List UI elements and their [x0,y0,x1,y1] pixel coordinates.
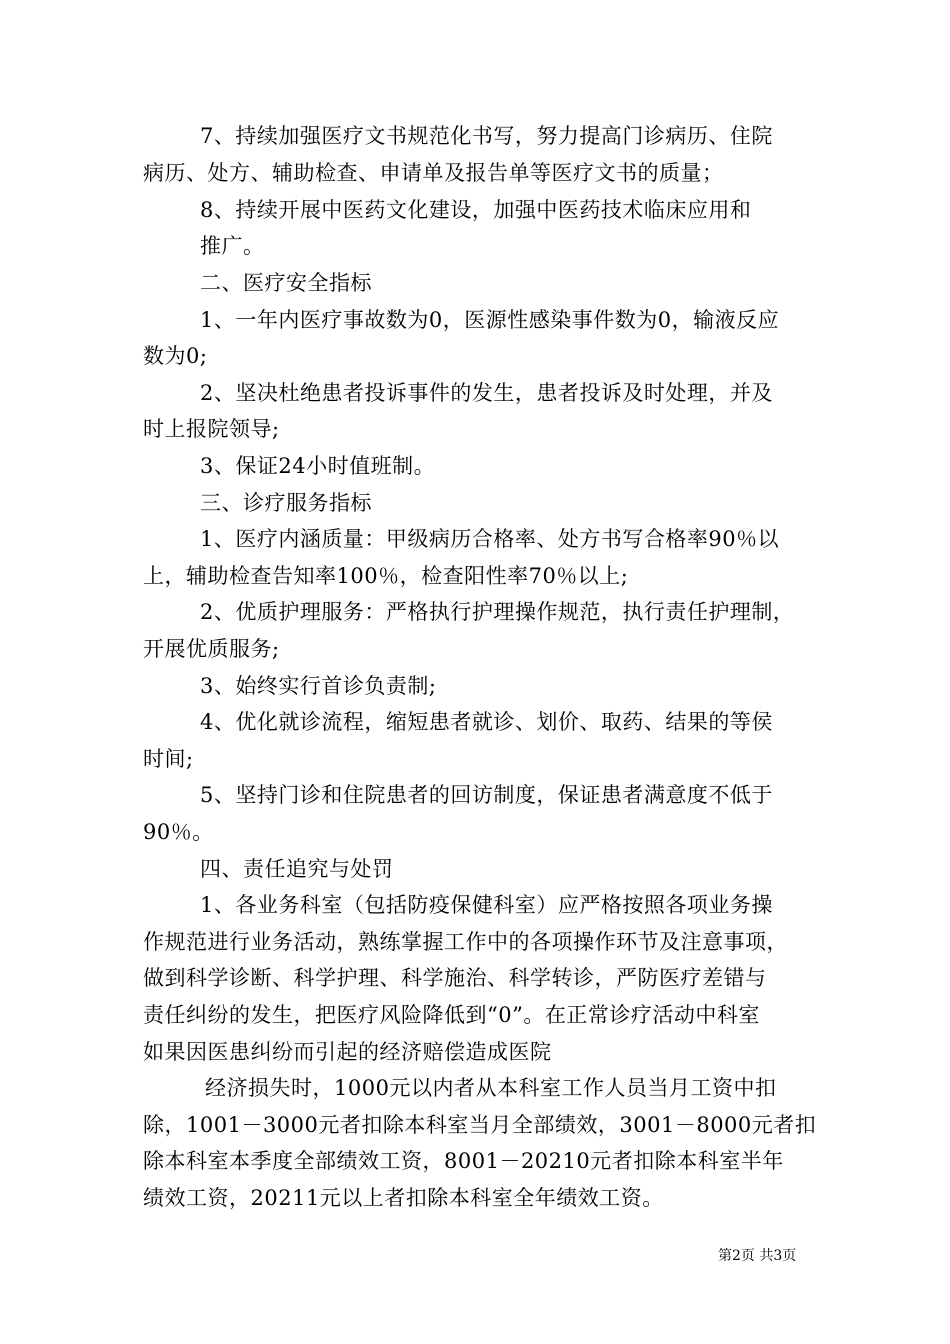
section-heading: 二、医疗安全指标 [200,271,372,295]
text-line: 1、各业务科室（包括防疫保健科室）应严格按照各项业务操 [200,893,773,917]
text-line: 3、保证24小时值班制。 [200,454,436,478]
text-line: 责任纠纷的发生，把医疗风险降低到“0”。在正常诊疗活动中科室 [143,1003,760,1027]
section-heading: 四、责任追究与处罚 [200,857,394,881]
text-line: 7、持续加强医疗文书规范化书写，努力提高门诊病历、住院 [200,124,773,148]
text-line: 4、优化就诊流程，缩短患者就诊、划价、取药、结果的等侯 [200,710,773,734]
text-line: 经济损失时，1000元以内者从本科室工作人员当月工资中扣 [205,1076,777,1100]
text-line: 8、持续开展中医药文化建设，加强中医药技术临床应用和 [200,198,752,222]
text-line: 2、坚决杜绝患者投诉事件的发生，患者投诉及时处理，并及 [200,381,773,405]
section-heading: 三、诊疗服务指标 [200,491,372,515]
text-line: 时间; [143,747,194,771]
text-line: 1、医疗内涵质量：甲级病历合格率、处方书写合格率90％以 [200,527,780,551]
text-line: 做到科学诊断、科学护理、科学施治、科学转诊，严防医疗差错与 [143,966,767,990]
text-line: 推广。 [200,234,265,258]
text-line: 绩效工资，20211元以上者扣除本科室全年绩效工资。 [143,1186,664,1210]
text-line: 3、始终实行首诊负责制; [200,674,437,698]
text-line: 数为0; [143,344,208,368]
text-line: 作规范进行业务活动，熟练掌握工作中的各项操作环节及注意事项， [143,930,788,954]
text-line: 如果因医患纠纷而引起的经济赔偿造成医院 [143,1040,552,1064]
text-line: 除本科室本季度全部绩效工资，8001－20210元者扣除本科室半年 [143,1149,784,1173]
text-line: 90％。 [143,820,214,844]
page-number: 第2页 共3页 [718,1248,797,1264]
text-line: 时上报院领导; [143,417,280,441]
text-line: 5、坚持门诊和住院患者的回访制度，保证患者满意度不低于 [200,783,773,807]
text-line: 开展优质服务; [143,637,280,661]
text-line: 病历、处方、辅助检查、申请单及报告单等医疗文书的质量； [143,161,724,185]
text-line: 除，1001－3000元者扣除本科室当月全部绩效，3001－8000元者扣 [143,1113,817,1137]
text-line: 1、一年内医疗事故数为0，医源性感染事件数为0，输液反应 [200,308,780,332]
text-line: 2、优质护理服务：严格执行护理操作规范，执行责任护理制， [200,600,795,624]
text-line: 上，辅助检查告知率100％，检查阳性率70％以上; [143,564,629,588]
